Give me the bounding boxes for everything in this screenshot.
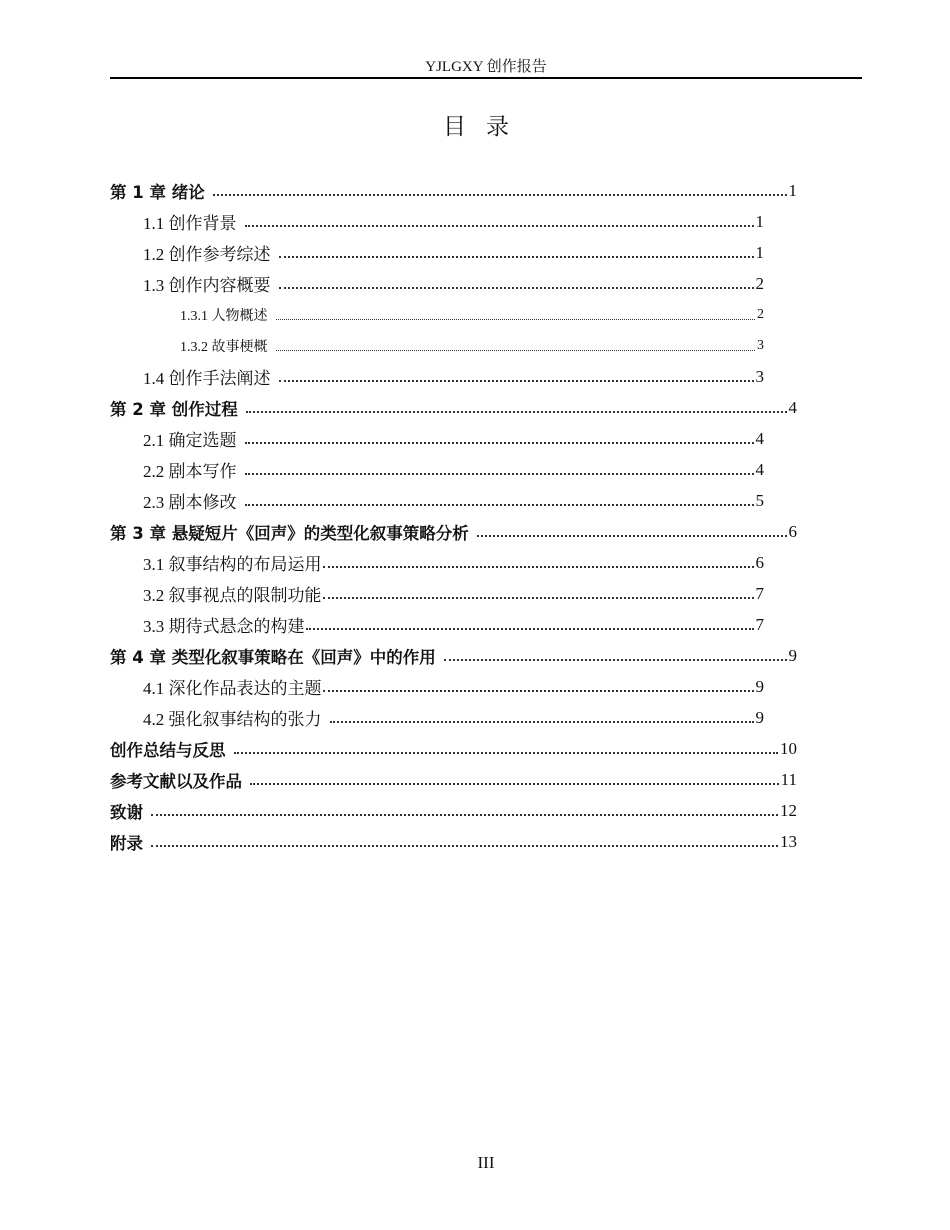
toc-entry-page: 13 <box>780 831 797 851</box>
table-of-contents <box>110 175 797 857</box>
running-header: YJLGXY 创作报告 <box>425 59 547 75</box>
toc-entry-page: 1 <box>755 242 764 262</box>
toc-entry-chapter-3[interactable] <box>110 516 797 547</box>
toc-entry-label: 1.1 创作背景 <box>143 214 237 233</box>
dot-leader <box>279 286 754 289</box>
header-rule <box>110 77 862 79</box>
toc-entry-2-1[interactable] <box>143 423 764 454</box>
toc-entry-label: 3.3 期待式悬念的构建 <box>143 617 305 636</box>
toc-entry-3-3[interactable] <box>143 609 764 640</box>
toc-entry-label: 2.1 确定选题 <box>143 431 237 450</box>
toc-entry-page: 4 <box>788 397 797 417</box>
toc-entry-page: 11 <box>780 769 797 789</box>
toc-entry-3-1[interactable] <box>143 547 764 578</box>
dot-leader <box>279 255 754 258</box>
dot-leader <box>245 441 754 444</box>
toc-entry-label: 2.3 剧本修改 <box>143 493 237 512</box>
dot-leader <box>330 720 754 723</box>
toc-entry-label: 1.4 创作手法阐述 <box>143 369 271 388</box>
dot-leader <box>323 689 754 692</box>
toc-entry-page: 6 <box>755 552 764 572</box>
dot-leader <box>245 503 754 506</box>
toc-entry-page: 4 <box>755 459 764 479</box>
toc-entry-acknowledgements[interactable] <box>110 795 797 826</box>
toc-entry-4-1[interactable] <box>143 671 764 702</box>
dot-leader <box>276 318 756 320</box>
toc-entry-1-2[interactable] <box>143 237 764 268</box>
toc-entry-1-1[interactable] <box>143 206 764 237</box>
toc-entry-page: 2 <box>755 273 764 293</box>
toc-entry-label: 4.1 深化作品表达的主题 <box>143 679 322 698</box>
dot-leader <box>477 534 787 537</box>
toc-title: 目录 <box>443 114 529 139</box>
dot-leader <box>306 627 754 630</box>
toc-entry-page: 2 <box>757 306 764 322</box>
toc-entry-page: 9 <box>755 707 764 727</box>
toc-entry-page: 3 <box>757 337 764 353</box>
dot-leader <box>323 565 754 568</box>
dot-leader <box>151 844 778 847</box>
toc-entry-page: 5 <box>755 490 764 510</box>
dot-leader <box>276 349 756 351</box>
toc-entry-page: 9 <box>788 645 797 665</box>
dot-leader <box>279 379 754 382</box>
toc-entry-page: 1 <box>755 211 764 231</box>
toc-entry-label: 第 1 章 绪论 <box>110 182 205 202</box>
dot-leader <box>245 472 754 475</box>
toc-entry-label: 第 3 章 悬疑短片《回声》的类型化叙事策略分析 <box>110 523 469 543</box>
toc-entry-label: 3.1 叙事结构的布局运用 <box>143 555 322 574</box>
toc-entry-label: 3.2 叙事视点的限制功能 <box>143 586 322 605</box>
dot-leader <box>234 751 779 754</box>
toc-entry-1-3[interactable] <box>143 268 764 299</box>
dot-leader <box>245 224 754 227</box>
toc-entry-label: 致谢 <box>110 802 143 822</box>
dot-leader <box>323 596 754 599</box>
toc-entry-page: 7 <box>755 583 764 603</box>
toc-entry-label: 1.3.1 人物概述 <box>180 308 268 324</box>
toc-entry-2-3[interactable] <box>143 485 764 516</box>
toc-entry-page: 10 <box>780 738 797 758</box>
dot-leader <box>151 813 778 816</box>
toc-entry-label: 参考文献以及作品 <box>110 771 242 791</box>
toc-entry-label: 2.2 剧本写作 <box>143 462 237 481</box>
toc-entry-4-2[interactable] <box>143 702 764 733</box>
toc-entry-page: 1 <box>788 180 797 200</box>
toc-entry-2-2[interactable] <box>143 454 764 485</box>
toc-entry-page: 7 <box>755 614 764 634</box>
dot-leader <box>444 658 787 661</box>
toc-entry-page: 12 <box>780 800 797 820</box>
toc-entry-1-3-2[interactable] <box>180 330 764 361</box>
toc-entry-summary[interactable] <box>110 733 797 764</box>
toc-entry-page: 4 <box>755 428 764 448</box>
toc-entry-1-3-1[interactable] <box>180 299 764 330</box>
toc-entry-label: 1.2 创作参考综述 <box>143 245 271 264</box>
toc-entry-page: 6 <box>788 521 797 541</box>
toc-entry-label: 附录 <box>110 833 143 853</box>
toc-entry-label: 第 2 章 创作过程 <box>110 399 238 419</box>
toc-entry-label: 1.3 创作内容概要 <box>143 276 271 295</box>
dot-leader <box>213 193 787 196</box>
toc-entry-chapter-1[interactable] <box>110 175 797 206</box>
toc-entry-references[interactable] <box>110 764 797 795</box>
toc-entry-1-4[interactable] <box>143 361 764 392</box>
dot-leader <box>246 410 787 413</box>
page-number: III <box>477 1153 495 1172</box>
toc-entry-page: 3 <box>755 366 764 386</box>
toc-entry-label: 创作总结与反思 <box>110 740 226 760</box>
toc-entry-chapter-2[interactable] <box>110 392 797 423</box>
toc-entry-appendix[interactable] <box>110 826 797 857</box>
toc-entry-label: 第 4 章 类型化叙事策略在《回声》中的作用 <box>110 647 436 667</box>
toc-entry-3-2[interactable] <box>143 578 764 609</box>
toc-entry-label: 4.2 强化叙事结构的张力 <box>143 710 322 729</box>
toc-entry-chapter-4[interactable] <box>110 640 797 671</box>
toc-entry-page: 9 <box>755 676 764 696</box>
toc-entry-label: 1.3.2 故事梗概 <box>180 339 268 355</box>
dot-leader <box>250 782 779 785</box>
